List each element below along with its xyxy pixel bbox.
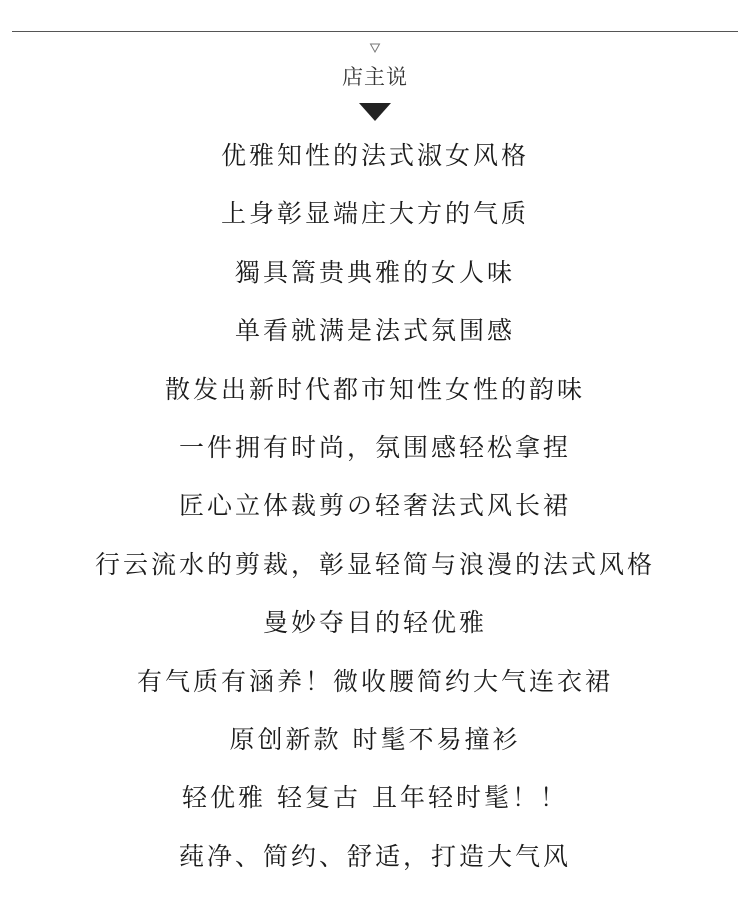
description-line: 轻优雅 轻复古 且年轻时髦！！: [182, 783, 568, 813]
description-line: 一件拥有时尚，氛围感轻松拿捏: [178, 432, 571, 462]
description-line: 有气质有涵养！微收腰简约大气连衣裙: [136, 666, 613, 696]
description-line: 单看就满是法式氛围感: [234, 316, 515, 346]
description-line: 行云流水的剪裁，彰显轻简与浪漫的法式风格: [94, 549, 655, 579]
description-line: 匠心立体裁剪の轻奢法式风长裙: [178, 491, 571, 521]
description-line: 原创新款 时髦不易撞衫: [229, 724, 521, 754]
description-line: 散发出新时代都市知性女性的韵味: [164, 374, 585, 404]
description-line: 优雅知性的法式淑女风格: [220, 141, 529, 170]
description-lines: [0, 139, 750, 898]
description-line: 上身彰显端庄大方的气质: [220, 199, 529, 229]
small-down-triangle-icon: [369, 42, 381, 54]
down-triangle-icon: [359, 103, 391, 121]
section-title: 店主说: [342, 65, 408, 89]
top-divider: [12, 31, 738, 32]
description-line: 曼妙夺目的轻优雅: [262, 608, 487, 638]
description-line: 莼净、简约、舒适，打造大气风: [178, 841, 571, 871]
description-line: 獨具篙贵典雅的女人味: [234, 257, 515, 287]
